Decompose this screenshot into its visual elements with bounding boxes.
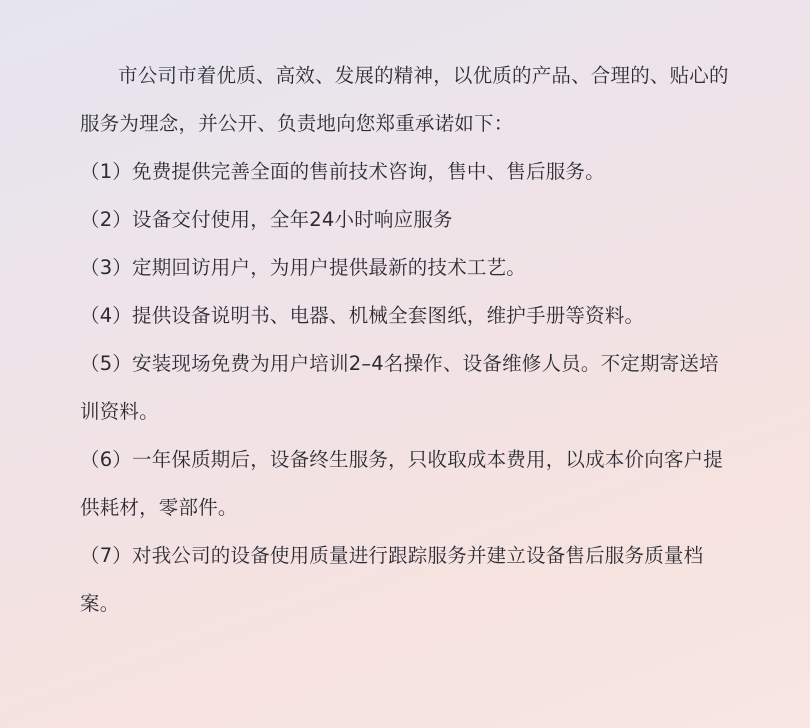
paragraph-item-5: （5）安装现场免费为用户培训2–4名操作、设备维修人员。不定期寄送培训资料。 [80, 352, 719, 423]
paragraph-item-6: （6）一年保质期后，设备终生服务，只收取成本费用，以成本价向客户提供耗材，零部件。 [80, 448, 724, 519]
paragraph-item-7: （7）对我公司的设备使用质量进行跟踪服务并建立设备售后服务质量档案。 [80, 544, 704, 615]
paragraph-item-1: （1）免费提供完善全面的售前技术咨询，售中、售后服务。 [80, 160, 605, 183]
paragraph-item-2: （2）设备交付使用，全年24小时响应服务 [80, 208, 453, 231]
paragraph-item-3: （3）定期回访用户，为用户提供最新的技术工艺。 [80, 256, 527, 279]
paragraph-intro: 市公司市着优质、高效、发展的精神，以优质的产品、合理的、贴心的服务为理念，并公开、负责地向您郑重承诺如下： [80, 64, 729, 135]
document-body [80, 52, 732, 628]
paragraph-item-4: （4）提供设备说明书、电器、机械全套图纸，维护手册等资料。 [80, 304, 645, 327]
